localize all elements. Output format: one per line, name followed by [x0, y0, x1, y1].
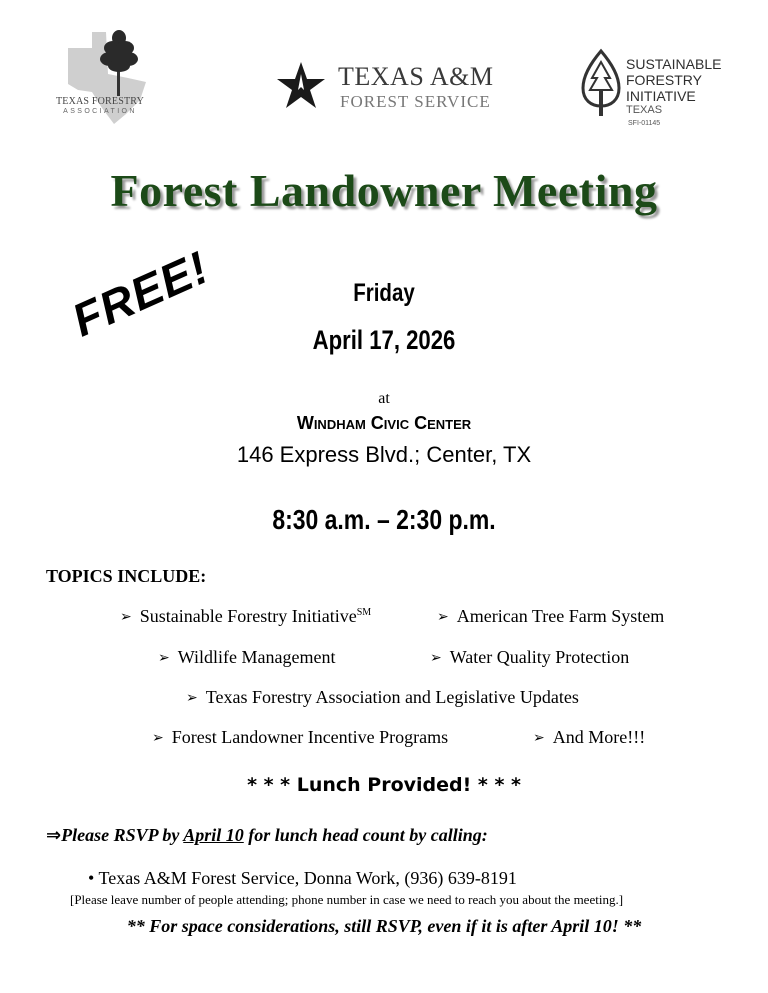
arrow-bullet-icon: ➢ — [437, 609, 449, 625]
arrow-bullet-icon: ➢ — [186, 690, 198, 706]
forest-service-logo-name: TEXAS A&M — [338, 62, 494, 91]
event-day: Friday — [353, 279, 415, 307]
topic-label: Water Quality Protection — [449, 647, 630, 667]
rsvp-suffix: for lunch head count by calling: — [243, 825, 488, 845]
right-arrow-icon: ⇒ — [46, 825, 62, 846]
tfa-logo-subtitle: ASSOCIATION — [63, 108, 137, 115]
lunch-note: * * * Lunch Provided! * * * — [247, 774, 521, 796]
sfi-logo-line: TEXAS — [626, 104, 663, 116]
arrow-bullet-icon: ➢ — [158, 650, 170, 666]
tfa-logo-name: TEXAS FORESTRY — [55, 96, 145, 107]
service-mark: SM — [356, 607, 372, 618]
topic-item — [430, 647, 629, 668]
topic-item — [437, 606, 664, 627]
topics-heading: TOPICS INCLUDE: — [46, 566, 207, 586]
forest-service-star-icon — [275, 60, 327, 112]
topic-label: Texas Forestry Association and Legislative Updates — [205, 687, 579, 707]
event-venue: Windham Civic Center — [296, 413, 472, 433]
topic-label: Forest Landowner Incentive Programs — [171, 727, 449, 747]
rsvp-deadline: April 10 — [183, 825, 244, 845]
sfi-logo-cert-number: SFI-01145 — [628, 120, 661, 127]
bullet-icon: • — [88, 868, 99, 888]
forest-service-logo-subtitle: FOREST SERVICE — [340, 92, 491, 111]
arrow-bullet-icon: ➢ — [120, 609, 132, 625]
arrow-bullet-icon: ➢ — [533, 730, 545, 746]
topic-item — [533, 727, 645, 748]
free-badge: FREE! — [64, 240, 217, 347]
rsvp-contact-text: Texas A&M Forest Service, Donna Work, (936) 639-8191 — [98, 868, 517, 888]
sfi-tree-logo-icon — [578, 48, 624, 120]
arrow-bullet-icon: ➢ — [430, 650, 442, 666]
arrow-bullet-icon: ➢ — [152, 730, 164, 746]
sfi-logo-line: FORESTRY — [626, 72, 702, 88]
sfi-logo-line: SUSTAINABLE — [626, 56, 722, 72]
topic-label: American Tree Farm System — [456, 606, 665, 626]
topic-item — [186, 687, 579, 708]
rsvp-prefix: Please RSVP by — [61, 825, 184, 845]
space-consideration-note: ** For space considerations, still RSVP, even if it is after April 10! ** — [126, 916, 642, 936]
topic-label: And More!!! — [552, 727, 646, 747]
sfi-logo-line: INITIATIVE — [626, 88, 696, 104]
event-address: 146 Express Blvd.; Center, TX — [236, 442, 532, 467]
rsvp-contact — [88, 868, 517, 889]
event-date: April 17, 2026 — [312, 325, 456, 355]
topic-label: Wildlife Management — [177, 647, 336, 667]
topic-item — [120, 606, 371, 627]
topic-label: Sustainable Forestry Initiative — [139, 606, 357, 626]
rsvp-line — [46, 825, 488, 846]
event-at-label: at — [378, 390, 390, 407]
topic-item — [158, 647, 335, 668]
event-time: 8:30 a.m. – 2:30 p.m. — [272, 504, 496, 535]
page-title: Forest Landowner Meeting — [110, 165, 658, 216]
topic-item — [152, 727, 448, 748]
rsvp-note: [Please leave number of people attending; phone number in case we need to reach you about the meeting.] — [70, 892, 624, 907]
